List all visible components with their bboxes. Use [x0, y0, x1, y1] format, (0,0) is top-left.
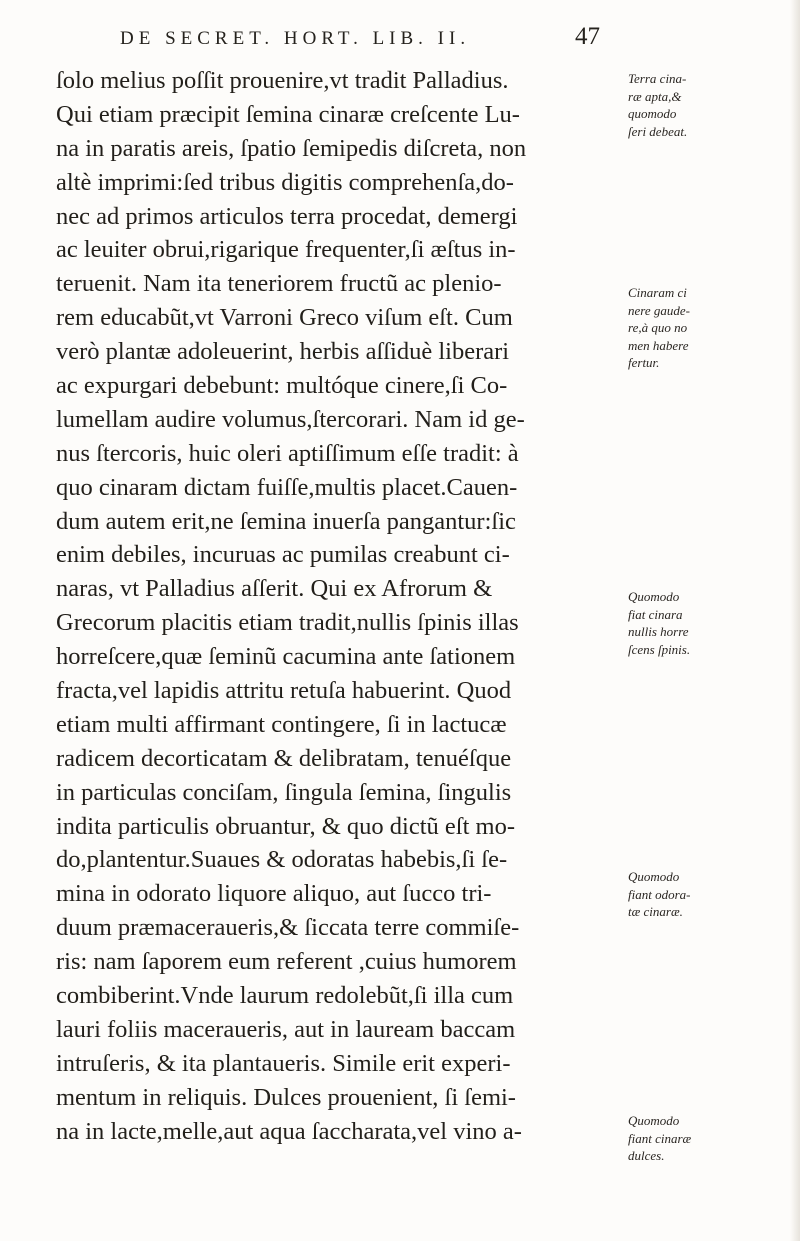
text-line: rem educabũt,vt Varroni Greco viſum eſt. Cum [56, 304, 513, 332]
text-line: indita particulis obruantur, & quo dictũ eſt mo- [56, 812, 515, 840]
text-line: in particulas conciſam, ſingula ſemina, ſingulis [56, 778, 512, 806]
margin-note-line: fertur. [628, 355, 660, 370]
text-line: nec ad primos articulos terra procedat, demergi [56, 202, 518, 230]
margin-note-line: ræ apta,& [628, 88, 682, 104]
margin-note-line: ſcens ſpinis. [628, 641, 691, 657]
text-line: ac expurgari debebunt: multóque cinere,ſi Co- [56, 372, 508, 400]
margin-note-line: nullis horre [628, 624, 689, 639]
margin-note-line: dulces. [628, 1148, 665, 1163]
text-line: teruenit. Nam ita teneriorem fructũ ac plenio- [56, 270, 502, 298]
margin-note-soil [628, 70, 793, 140]
text-line: do,plantentur.Suaues & odoratas habebis,ſi ſe- [56, 846, 508, 874]
margin-note-line: tæ cinaræ. [628, 904, 683, 919]
text-line: radicem decorticatam & delibratam, tenuéſque [56, 744, 512, 772]
text-line: duum præmaceraueris,& ſiccata terre commiſe- [56, 914, 520, 942]
text-line: horreſcere,quæ ſeminũ cacumina ante ſationem [56, 643, 516, 671]
text-line: naras, vt Palladius aſſerit. Qui ex Afrorum & [56, 575, 493, 603]
text-line: enim debiles, incuruas ac pumilas creabunt ci- [56, 541, 510, 569]
text-line: na in paratis areis, ſpatio ſemipedis diſcreta, non [56, 134, 527, 162]
text-line: intruſeris, & ita plantaueris. Simile erit experi- [56, 1049, 511, 1077]
text-line: na in lacte,melle,aut aqua ſaccharata,vel vino a- [56, 1117, 522, 1145]
margin-note-spines [628, 588, 793, 658]
text-line: Qui etiam præcipit ſemina cinaræ creſcente Lu- [56, 100, 520, 128]
margin-note-line: men habere [628, 337, 689, 353]
text-line: quo cinaram dictam fuiſſe,multis placet.Cauen- [56, 473, 518, 501]
margin-note-sweet [628, 1112, 793, 1165]
page-number: 47 [575, 23, 600, 50]
text-line: mentum in reliquis. Dulces prouenient, ſi ſemi- [56, 1083, 516, 1111]
running-head-title: DE SECRET. HORT. LIB. II. [120, 28, 471, 49]
text-line: ris: nam ſaporem eum referent ,cuius humorem [56, 948, 517, 976]
margin-note-line: Quomodo [628, 1113, 680, 1128]
margin-note-line: Quomodo [628, 589, 680, 604]
margin-note-line: Cinaram ci [628, 285, 687, 300]
text-line: lumellam audire volumus,ſtercorari. Nam id ge- [56, 405, 525, 433]
text-line: combiberint.Vnde laurum redolebũt,ſi illa cum [56, 982, 514, 1010]
text-line: altè imprimi:ſed tribus digitis comprehenſa,do- [56, 168, 514, 196]
margin-note-line: Quomodo [628, 869, 680, 884]
body-text [56, 64, 622, 1149]
margin-note-line: Terra cina- [628, 71, 687, 86]
margin-note-line: fiat cinara [628, 606, 683, 622]
margin-note-line: re,à quo no [628, 320, 688, 335]
text-line: etiam multi affirmant contingere, ſi in lactucæ [56, 710, 507, 738]
margin-note-line: fiant cinaræ [628, 1130, 692, 1146]
margin-note-line: ſeri debeat. [628, 123, 688, 139]
text-line: lauri foliis maceraueris, aut in lauream baccam [56, 1015, 516, 1043]
text-line: nus ſtercoris, huic oleri aptiſſimum eſſe tradit: à [56, 439, 519, 467]
margin-note-line: quomodo [628, 106, 677, 121]
text-line: Grecorum placitis etiam tradit,nullis ſpinis illas [56, 609, 519, 637]
margin-note-line: nere gaude- [628, 302, 690, 318]
text-line: mina in odorato liquore aliquo, aut ſucco tri- [56, 880, 492, 908]
running-head [120, 23, 640, 62]
text-line: ac leuiter obrui,rigarique frequenter,ſi æſtus in- [56, 236, 516, 264]
margin-note-line: fiant odora- [628, 886, 691, 902]
margin-note-ash [628, 284, 793, 372]
text-line: fracta,vel lapidis attritu retuſa habuerint. Quod [56, 677, 512, 705]
text-line: ſolo melius poſſit prouenire,vt tradit Palladius. [56, 67, 509, 94]
text-line: dum autem erit,ne ſemina inuerſa pangantur:ſic [56, 507, 516, 535]
margin-note-fragrant [628, 868, 793, 921]
text-line: verò plantæ adoleuerint, herbis aſſiduè liberari [56, 338, 510, 366]
